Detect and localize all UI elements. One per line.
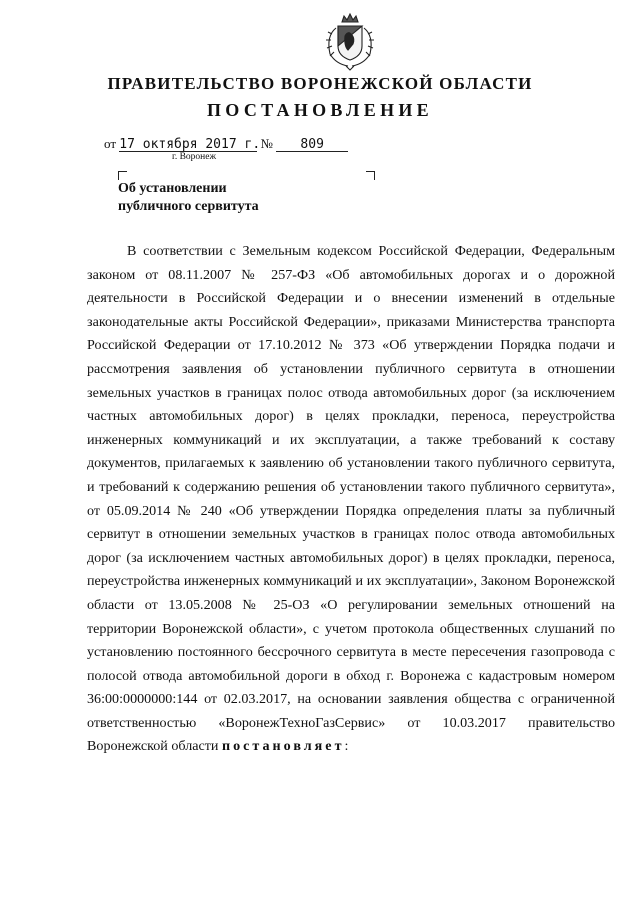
subject-corner-left: [118, 171, 127, 180]
preamble-end: :: [344, 738, 349, 755]
preamble-text: В соответствии с Земельным кодексом Российской Федерации, Федеральным законом от 08.11.2007 № 257-ФЗ «Об автомобильных дорогах и о дорожной деятельности в Российской Федерации и о внесении изменений в отдельные законодательные акты Российской Федерации», приказами Министерства транспорта Российской Федерации от 17.10.2012 № 373 «Об утверждении Порядка подачи и рассмотрения заявления об установлении публичного сервитута в отношении земельных участков в границах полос отвода автомобильных дорог (за исключением частных автомобильных дорог) в целях прокладки, переноса, переустройства инженерных коммуникаций и их эксплуатации, а также требований к составу документов, прилагаемых к заявлению об установлении такого публичного сервитута, и требований к содержанию решения об установлении такого публичного сервитута», от 05.09.2014 № 240 «Об утверждении Порядка определения платы за публичный сервитут в отношении земельных участков в границах полос отвода автомобильных дорог (за исключением частных автомобильных дорог) в целях прокладки, переноса, переустройства инженерных коммуникаций и их эксплуатации», Законом Воронежской области от 13.05.2008 № 25-ОЗ «О регулировании земельных отношений на территории Воронежской области», с учетом протокола общественных слушаний по установлению постоянного бессрочного сервитута в месте пересечения газопровода с полосой отвода автомобильной дороги в обход г. Воронежа с кадастровым номером 36:00:0000000:144 от 02.03.2017, на основании заявления общества с ограниченной ответственностью «ВоронежТехноГазСервис» от 10.03.2017 правительство Воронежской области: [87, 243, 615, 755]
subject-corner-right: [366, 171, 375, 180]
resolves-word: постановляет: [221, 738, 345, 755]
preamble-paragraph: [87, 240, 615, 759]
city: г. Воронеж: [172, 152, 217, 162]
dateline: [104, 136, 348, 152]
document-date: 17 октября 2017 г.: [119, 137, 261, 152]
coat-of-arms-icon: [324, 10, 376, 72]
organization-title: ПРАВИТЕЛЬСТВО ВОРОНЕЖСКОЙ ОБЛАСТИ: [107, 74, 533, 93]
number-label: №: [260, 136, 273, 151]
document-subject: Об установлении публичного сервитута: [118, 181, 259, 214]
document-number: 809: [276, 138, 348, 152]
date-prefix: от: [104, 136, 117, 151]
document-type: ПОСТАНОВЛЕНИЕ: [207, 100, 433, 120]
